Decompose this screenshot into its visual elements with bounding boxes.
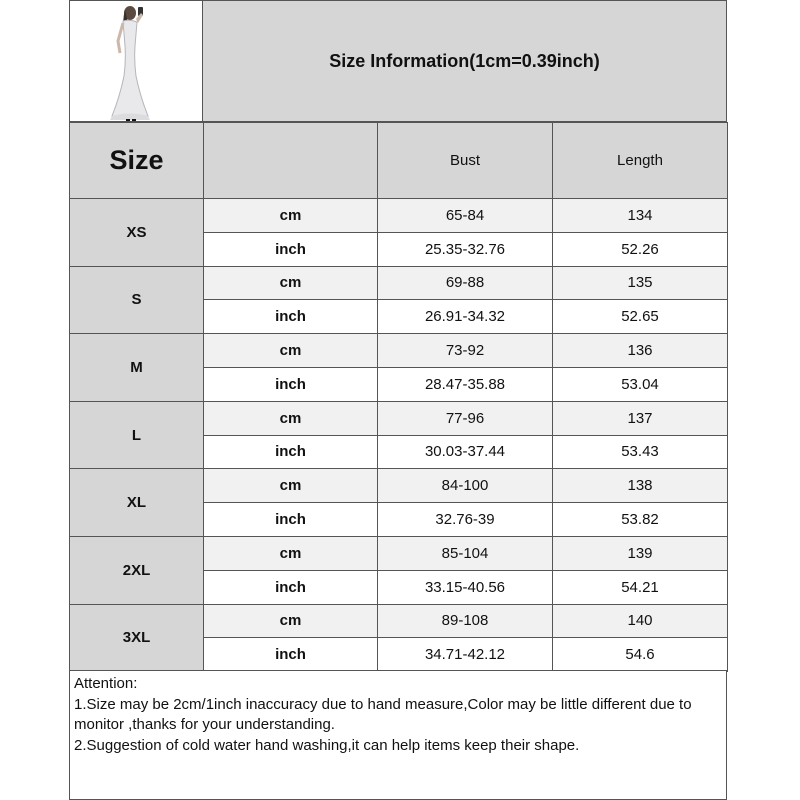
unit-cell: inch (204, 435, 378, 469)
column-header-length: Length (553, 123, 728, 199)
unit-cell: inch (204, 570, 378, 604)
length-cell: 140 (553, 604, 728, 638)
bust-cell: 33.15-40.56 (378, 570, 553, 604)
size-label: XS (70, 199, 204, 267)
table-header-row (70, 123, 728, 199)
table-row (70, 199, 728, 233)
unit-cell: cm (204, 401, 378, 435)
unit-cell: cm (204, 604, 378, 638)
table-row (70, 401, 728, 435)
length-cell: 52.65 (553, 300, 728, 334)
size-label: M (70, 334, 204, 402)
length-cell: 135 (553, 266, 728, 300)
unit-cell: inch (204, 232, 378, 266)
bust-cell: 89-108 (378, 604, 553, 638)
length-cell: 134 (553, 199, 728, 233)
length-cell: 54.21 (553, 570, 728, 604)
size-label: XL (70, 469, 204, 537)
length-cell: 53.04 (553, 367, 728, 401)
product-photo (69, 0, 203, 122)
size-label: S (70, 266, 204, 334)
length-cell: 138 (553, 469, 728, 503)
size-chart-sheet (69, 0, 727, 800)
attention-notes (69, 670, 727, 800)
size-table (69, 122, 728, 672)
bust-cell: 28.47-35.88 (378, 367, 553, 401)
unit-cell: cm (204, 469, 378, 503)
chart-title: Size Information(1cm=0.39inch) (203, 0, 727, 122)
bust-cell: 84-100 (378, 469, 553, 503)
bust-cell: 30.03-37.44 (378, 435, 553, 469)
bust-cell: 34.71-42.12 (378, 638, 553, 672)
table-row (70, 334, 728, 368)
size-label: L (70, 401, 204, 469)
size-label: 2XL (70, 536, 204, 604)
unit-cell: inch (204, 367, 378, 401)
column-header-size: Size (70, 123, 204, 199)
bust-cell: 25.35-32.76 (378, 232, 553, 266)
bust-cell: 65-84 (378, 199, 553, 233)
table-row (70, 604, 728, 638)
unit-cell: cm (204, 266, 378, 300)
length-cell: 139 (553, 536, 728, 570)
length-cell: 54.6 (553, 638, 728, 672)
bust-cell: 77-96 (378, 401, 553, 435)
unit-cell: cm (204, 334, 378, 368)
size-label: 3XL (70, 604, 204, 672)
chart-header (69, 0, 727, 122)
bust-cell: 73-92 (378, 334, 553, 368)
notes-line-1: 1.Size may be 2cm/1inch inaccuracy due to hand measure,Color may be little different due to monitor ,thanks for your understanding. (74, 695, 692, 733)
bust-cell: 32.76-39 (378, 503, 553, 537)
column-header-bust: Bust (378, 123, 553, 199)
unit-cell: cm (204, 536, 378, 570)
model-dress-icon (70, 1, 203, 122)
unit-cell: cm (204, 199, 378, 233)
table-row (70, 536, 728, 570)
length-cell: 53.82 (553, 503, 728, 537)
length-cell: 137 (553, 401, 728, 435)
table-row (70, 266, 728, 300)
bust-cell: 85-104 (378, 536, 553, 570)
length-cell: 52.26 (553, 232, 728, 266)
column-header-unit (204, 123, 378, 199)
unit-cell: inch (204, 503, 378, 537)
unit-cell: inch (204, 300, 378, 334)
unit-cell: inch (204, 638, 378, 672)
length-cell: 53.43 (553, 435, 728, 469)
table-row (70, 469, 728, 503)
notes-heading: Attention: (74, 675, 138, 692)
notes-line-2: 2.Suggestion of cold water hand washing,it can help items keep their shape. (74, 736, 580, 754)
bust-cell: 26.91-34.32 (378, 300, 553, 334)
length-cell: 136 (553, 334, 728, 368)
bust-cell: 69-88 (378, 266, 553, 300)
